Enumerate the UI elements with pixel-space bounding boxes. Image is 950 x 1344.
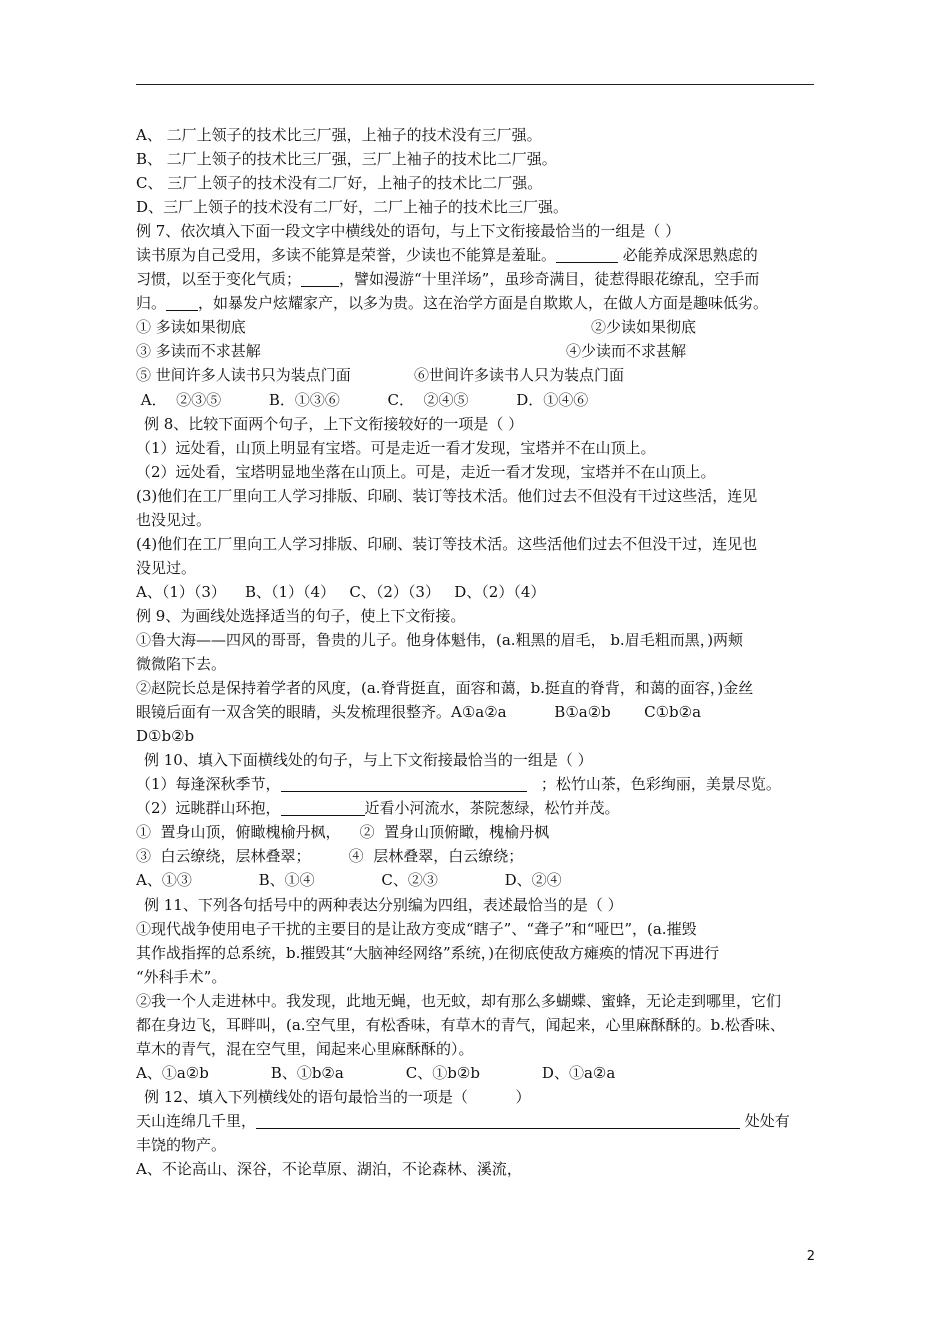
header-rule: [136, 84, 814, 85]
example-10-choices: ③ 白云缭绕，层林叠翠； ④ 层林叠翠，白云缭绕；: [136, 847, 524, 866]
example-7-choices: ③ 多读而不求甚解 ④少读而不求甚解: [136, 342, 687, 361]
example-9-text: 微微陷下去。: [136, 655, 227, 674]
fill-blank: [166, 294, 198, 311]
fill-blank: [256, 1112, 740, 1129]
example-8-sentence: 没见过。: [136, 558, 197, 577]
example-11-text: 其作战指挥的总系统，b.摧毁其“大脑神经网络”系统，)在彻底使敌方瘫痪的情况下再进行: [136, 943, 720, 962]
example-11-text: 都在身边飞，耳畔叫，(a.空气里，有松香味，有草木的青气，闻起来，心里麻酥酥的。b.松香味、: [136, 1015, 785, 1034]
example-11-text: ②我一个人走进林中。我发现，此地无蝇，也无蚊，却有那么多蝴蝶、蜜蜂，无论走到哪里，它们: [136, 991, 782, 1010]
page-number: 2: [806, 1249, 815, 1264]
option-d: D、三厂上领子的技术没有二厂好，二厂上袖子的技术比三厂强。: [136, 198, 569, 217]
example-7-passage-line: 读书原为自己受用，多读不能算是荣誉，少读也不能算是羞耻。 必能养成深思熟虑的: [136, 246, 758, 265]
fill-blank: [301, 270, 339, 287]
example-10-answers: A、①③ B、①④ C、②③ D、②④: [136, 871, 562, 890]
example-9-text: D①b②b: [136, 727, 195, 746]
example-8-sentence: (3)他们在工厂里向工人学习排版、印刷、装订等技术活。他们过去不但没有干过这些活，连见: [136, 486, 758, 505]
example-11-text: ①现代战争使用电子干扰的主要目的是让敌方变成“瞎子”、“聋子”和“哑巴”，(a.摧毁: [136, 919, 697, 938]
fill-blank: [281, 775, 527, 792]
example-12-sentence: 丰饶的物产。: [136, 1135, 227, 1154]
example-11-text: “外科手术”。: [136, 967, 227, 986]
example-9-text: ②赵院长总是保持着学者的风度，(a.脊背挺直，面容和蔼，b.挺直的脊背，和蔼的面容，)金丝: [136, 679, 754, 698]
example-12-sentence: 天山连绵几千里， 处处有: [136, 1111, 790, 1130]
example-12-title: 例 12、填入下列横线处的语句最恰当的一项是（ ）: [144, 1087, 531, 1106]
example-8-sentence: 也没见过。: [136, 510, 212, 529]
option-c: C、 三厂上领子的技术没有二厂好，上袖子的技术比二厂强。: [136, 174, 543, 193]
example-11-text: 草木的青气，混在空气里，闻起来心里麻酥酥的）。: [136, 1039, 474, 1058]
example-11-title: 例 11、下列各句括号中的两种表达分别编为四组，表述最恰当的是（ ）: [144, 895, 623, 914]
document-body: [136, 123, 826, 1181]
example-7-passage-line: 归。 ，如暴发户炫耀家产，以多为贵。这在治学方面是自欺欺人，在做人方面是趣味低劣。: [136, 294, 769, 313]
example-8-answers: A、（1）（3） B、（1）（4） C、（2）（3） D、（2）（4）: [136, 582, 546, 601]
example-7-passage-line: 习惯，以至于变化气质； ，譬如漫游“十里洋场”，虽珍奇满目，徒惹得眼花缭乱，空手而: [136, 270, 760, 289]
example-7-choices: ⑤ 世间许多人读书只为装点门面 ⑥世间许多读书人只为装点门面: [136, 366, 625, 385]
example-9-text: ①鲁大海——四风的哥哥，鲁贵的儿子。他身体魁伟，(a.粗黑的眉毛， b.眉毛粗而黑，)两颊: [136, 630, 744, 649]
example-8-sentence: （2）远处看，宝塔明显地坐落在山顶上。可是，走近一看才发现，宝塔并不在山顶上。: [136, 462, 716, 481]
example-7-answers: A． ②③⑤ B．①③⑥ C． ②④⑤ D．①④⑥: [136, 390, 589, 409]
example-10-title: 例 10、填入下面横线处的句子，与上下文衔接最恰当的一组是（ ）: [144, 751, 593, 770]
example-12-option-a: A、不论高山、深谷，不论草原、湖泊，不论森林、溪流，: [136, 1160, 522, 1179]
fill-blank: [281, 799, 365, 816]
example-7-title: 例 7、依次填入下面一段文字中横线处的语句，与上下文衔接最恰当的一组是（ ）: [136, 222, 681, 241]
option-b: B、 二厂上领子的技术比三厂强，三厂上袖子的技术比二厂强。: [136, 150, 557, 169]
fill-blank: [556, 246, 618, 263]
example-7-choices: ① 多读如果彻底 ②少读如果彻底: [136, 318, 697, 337]
example-8-sentence: (4)他们在工厂里向工人学习排版、印刷、装订等技术活。这些活他们过去不但没干过，连见也: [136, 534, 758, 553]
example-8-title: 例 8、比较下面两个句子，上下文衔接较好的一项是（ ）: [144, 414, 524, 433]
example-10-choices: ① 置身山顶，俯瞰槐榆丹枫， ② 置身山顶俯瞰，槐榆丹枫: [136, 823, 550, 842]
option-a: A、 二厂上领子的技术比三厂强，上袖子的技术没有三厂强。: [136, 126, 542, 144]
example-10-sentence: （2）远眺群山环抱， 近看小河流水，茶院葱绿，松竹并茂。: [136, 799, 620, 818]
example-11-answers: A、①a②b B、①b②a C、①b②b D、①a②a: [136, 1063, 616, 1082]
example-9-text: 眼镜后面有一双含笑的眼睛，头发梳理很整齐。A①a②a B①a②b C①b②a: [136, 703, 702, 722]
example-9-title: 例 9、为画线处选择适当的句子，使上下文衔接。: [136, 606, 466, 625]
example-8-sentence: （1）远处看，山顶上明显有宝塔。可是走近一看才发现，宝塔并不在山顶上。: [136, 438, 656, 457]
example-10-sentence: （1）每逢深秋季节， ；松竹山茶，色彩绚丽，美景尽览。: [136, 775, 781, 794]
